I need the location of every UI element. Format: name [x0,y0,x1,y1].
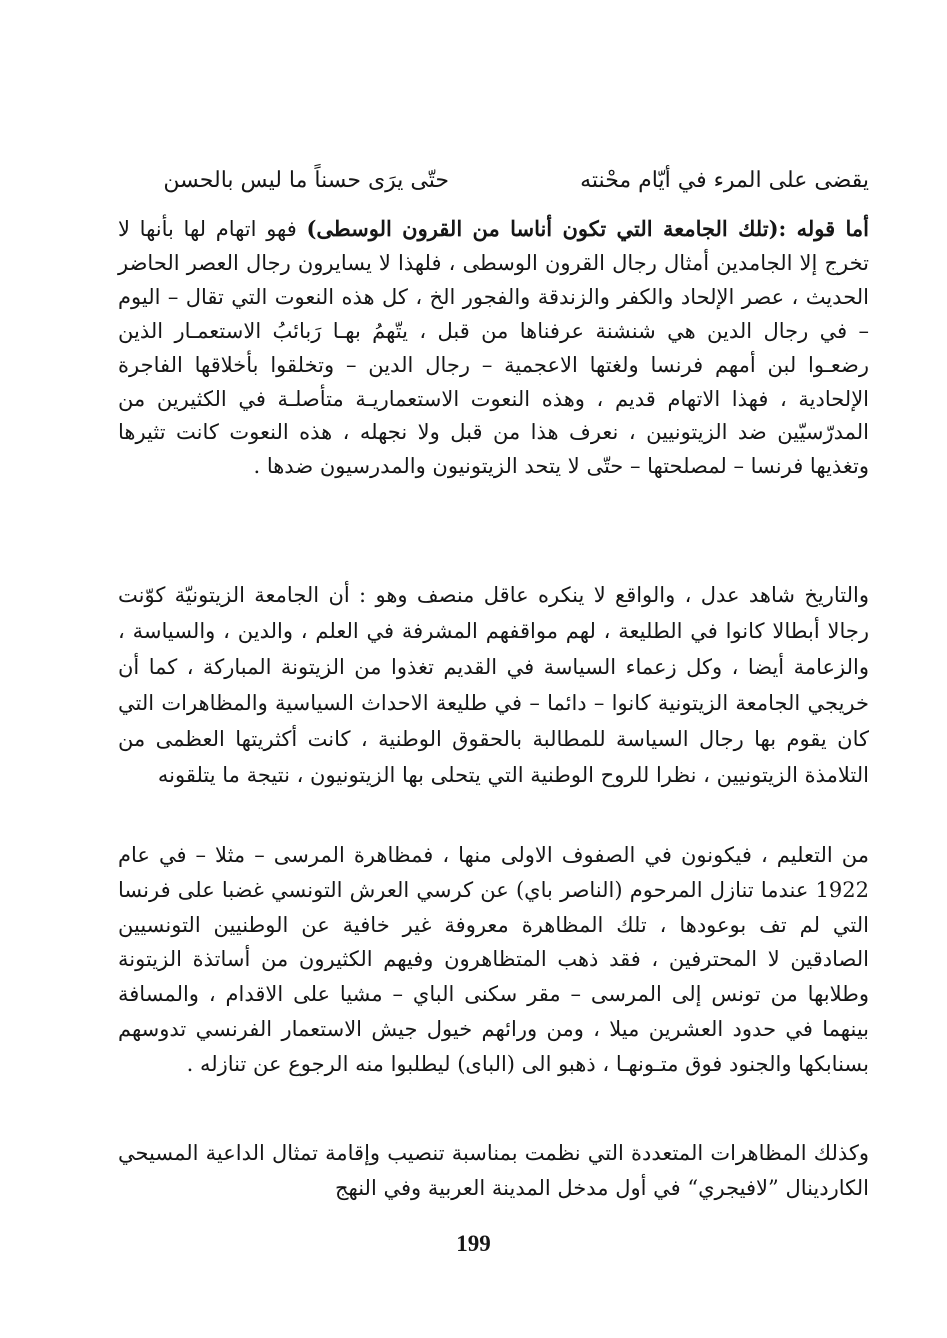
paragraph-1-lead: أما قوله : [778,216,870,241]
verse-first-hemistich: يقضى على المرء في أيّام محْنته [580,168,869,193]
paragraph-2: والتاريخ شاهد عدل ، والواقع لا ينكره عاقل منصف وهو : أن الجامعة الزيتونيّة كوّنت رجالا أبطالا كانوا في الطليعة ، لهم مواقفهم المشرفة في العلم ، والدين ، والسياسة ، والزعامة أيضا ، وكل زعماء السياسة في القديم تغذوا من الزيتونة المباركة ، كما أن خريجي الجامعة الزيتونية كانوا – دائما – في طليعة الاحداث السياسية والمظاهرات التي كان يقوم بها رجال السياسة للمطالبة بالحقوق الوطنية ، كانت أكثريتها العظمى من التلامذة الزيتونيين ، نظرا للروح الوطنية التي يتحلى بها الزيتونيون ، نتيجة ما يتلقونه [118,583,869,787]
page-number: 199 [456,1231,491,1256]
paragraph-4: وكذلك المظاهرات المتعددة التي نظمت بمناسبة تنصيب وإقامة تمثال الداعية المسيحي الكاردينال ”لافيجري“ في أول مدخل المدينة العربية وفي النهج [118,1141,869,1200]
paragraph-3: من التعليم ، فيكونون في الصفوف الاولى منها ، فمظاهرة المرسى – مثلا – في عام 1922 عندما تنازل المرحوم (الناصر باي) عن كرسي العرش التونسي غضبا على فرنسا التي لم تف بوعودها ، تلك المظاهرة معروفة غير خافية عن الوطنيين التونسيين الصادقين لا المحترفين ، فقد ذهب المتظاهرون وفيهم الكثيرون من أساتذة الزيتونة وطلابها من تونس إلى المرسى – مقر سكنى الباي – مشيا على الاقدام ، والمسافة بينهما في حدود العشرين ميلا ، ومن ورائهم خيول جيش الاستعمار الفرنسي تدوسهم بسنابكها والجنود فوق متـونهـا ، ذهبو الى (الباى) ليطلبوا منه الرجوع عن تنازله . [118,843,869,1076]
paragraph-1-quote: (تلك الجامعة التي تكون أناسا من القرون الوسطى) [306,216,779,241]
poetry-verse [118,168,869,204]
paragraph-1 [118,212,869,484]
verse-second-hemistich: حتّى يرَى حسناً ما ليس بالحسن [163,168,449,193]
paragraph-1-text: فهو اتهام لها بأنها لا تخرج إلا الجامدين أمثال رجال القرون الوسطى ، فلهذا لا يسايرون رجال العصر الحاضر الحديث ، عصر الإلحاد والكفر والزندقة والفجور الخ ، كل هذه النعوت التي تقال – اليوم – في رجال الدين هي شنشنة عرفناها من قبل ، يتّهمُ بهـا رَبائبُ الاستعمـار الذين رضعـوا لبن أمهم فرنسا ولغتها الاعجمية – رجال الدين – وتخلقوا بأخلاقها الفاجرة الإلحادية ، فهذا الاتهام قديم ، وهذه النعوت الاستعماريـة متأصلـة في الكثيرين من المدرّسيّين ضد الزيتونيين ، نعرف هذا من قبل ولا نجهله ، هذه النعوت كانت تثيرها وتغذيها فرنسا – لمصلحتها – حتّى لا يتحد الزيتونيون والمدرسيون ضدها . [118,217,869,479]
